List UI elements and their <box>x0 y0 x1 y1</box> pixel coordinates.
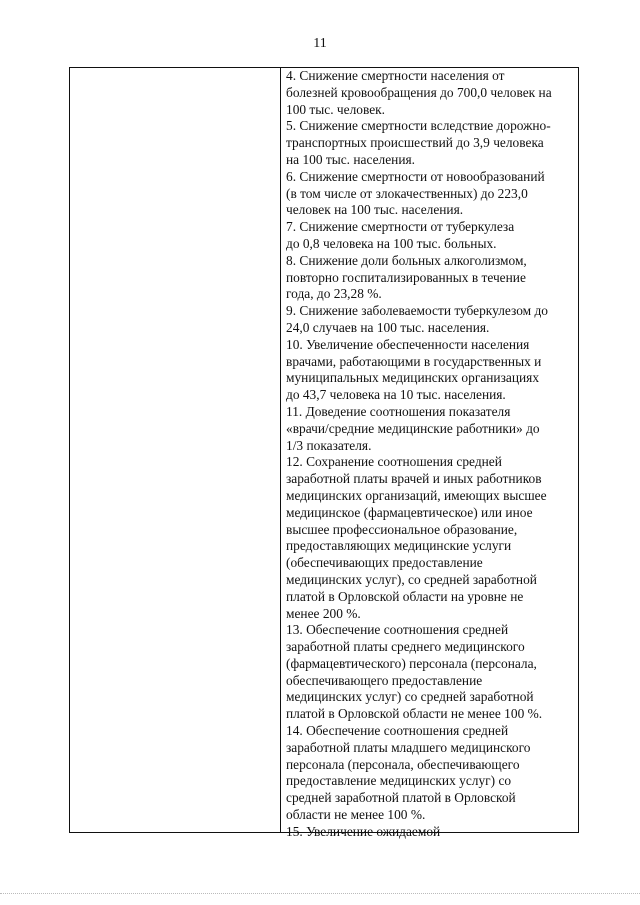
list-item: 12. Сохранение соотношения средней заработной платы врачей и иных работников медицинских организаций, имеющих высшее медицинское (фармацевтическое) или иное высшее профессиональное образование, предоставляющих медицинские услуги (обеспечивающих предоставление медицинских услуг), со средней заработной платой в Орловской области на уровне не менее 200 %. <box>286 454 547 621</box>
list-item: 8. Снижение доли больных алкоголизмом, повторно госпитализированных в течение года, до 23,28 %. <box>286 252 527 302</box>
table-right-column <box>281 68 578 839</box>
list-item: 5. Снижение смертности вследствие дорожно- транспортных происшествий до 3,9 человека на 100 тыс. населения. <box>286 118 551 167</box>
table-left-column-empty <box>70 68 281 832</box>
page-number: 11 <box>313 36 327 51</box>
list-item: 6. Снижение смертности от новообразований (в том числе от злокачественных) до 223,0 человек на 100 тыс. населения. <box>286 168 545 218</box>
list-item: 4. Снижение смертности населения от болезней кровообращения до 700,0 человек на 100 тыс. человек. <box>286 68 552 117</box>
list-item: 13. Обеспечение соотношения средней заработной платы среднего медицинского (фармацевтического) персонала (персонала, обеспечивающего предоставление медицинских услуг) со средней заработной платой в Орловской области не менее 100 %. <box>286 622 543 722</box>
list-item: 14. Обеспечение соотношения средней заработной платы младшего медицинского персонала (персонала, обеспечивающего предоставление медицинских услуг) со средней заработной платой в Орловской области не менее 100 %. <box>286 723 531 823</box>
list-item: 7. Снижение смертности от туберкулеза до 0,8 человека на 100 тыс. больных. <box>286 219 515 251</box>
list-item: 9. Снижение заболеваемости туберкулезом до 24,0 случаев на 100 тыс. населения. <box>286 303 548 335</box>
scan-edge-artifact <box>0 893 640 898</box>
list-item: 10. Увеличение обеспеченности населения врачами, работающими в государственных и муниципальных медицинских организациях до 43,7 человека на 10 тыс. населения. <box>286 336 542 403</box>
list-item: 15. Увеличение ожидаемой <box>286 823 441 839</box>
list-item: 11. Доведение соотношения показателя «врачи/средние медицинские работники» до 1/3 показателя. <box>286 403 540 453</box>
document-table <box>69 67 579 839</box>
